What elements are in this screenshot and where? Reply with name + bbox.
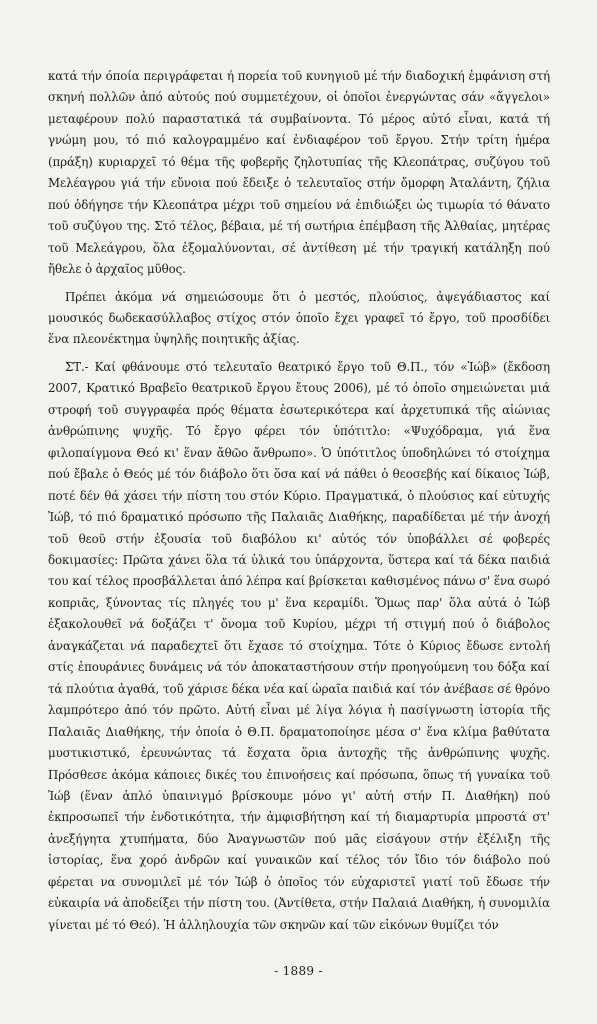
paragraph-continuation: κατά τήν όποία περιγράφεται ή πορεία τοῦ κυνηγιοῦ μέ τήν διαδοχική ἐμφάνιση στή σκηνή πολλῶν ἀπό αὐτούς πού συμμετέχουν, οἱ ὁποῖοι ἐνεργώντας σάν «ἄγγελοι» μεταφέρουν πολύ παραστατικά τά συμβαίνοντα. Τό μέρος αὐτό εἶναι, κατά τή γνώμη μου, τό πιό καλογραμμένο καί ἐνδιαφέρον τοῦ ἔργου. Στήν τρίτη ἡμέρα (πράξη) κυριαρχεῖ τό θέμα τῆς φοβερῆς ζηλοτυπίας τῆς Κλεοπάτρας, συζύγου τοῦ Μελέαγρου γιά τήν εὔνοια πού ἔδειξε ὁ τελευταῖος στήν ὄμορφη Ἀταλάντη, ζήλια πού ὁδήγησε τήν Κλεοπάτρα μέχρι τοῦ σημείου νά ἐπιδιώξει ὡς τιμωρία τό θάνατο τοῦ συζύγου της. Στό τέλος, βέβαια, μέ τή σωτήρια ἐπέμβαση τῆς Ἀλθαίας, μητέρας τοῦ Μελεάγρου, ὅλα ἐξομαλύνονται, σέ ἀντίθεση μέ τήν τραγική κατάληξη πού ἤθελε ὁ ἀρχαῖος μῦθος.: [48, 69, 550, 277]
body-text: [48, 66, 550, 936]
paragraph-job-section: ΣΤ.- Καί φθάνουμε στό τελευταῖο θεατρικό ἔργο τοῦ Θ.Π., τόν «Ἰώβ» (ἔκδοση 2007, Κρατικό Βραβεῖο θεατρικοῦ ἔργου ἔτους 2006), μέ τό ὁποῖο σημειώνεται μιά στροφή τοῦ συγγραφέα πρός θέματα ἐσωτερικότερα καί ἀρχετυπικά τῆς αἰώνιας ἀνθρώπινης ψυχῆς. Τό ἔργο φέρει τόν ὑπότιτλο: «Ψυχόδραμα, γιά ἕνα φιλοπαίγμονα Θεό κι' ἕναν ἄθῶο ἄνθρωπο». Ὁ ὑπότιτλος ὑποδηλώνει τό στοίχημα πού ἔβαλε ὁ Θεός μέ τόν διάβολο ὅτι ὅσα καί νά πάθει ὁ θεοσεβής καί δίκαιος Ἰώβ, ποτέ δέν θά χάσει τήν πίστη του στόν Κύριο. Πραγματικά, ὁ πλούσιος καί εὐτυχής Ἰώβ, τό πιό δραματικό πρόσωπο τῆς Παλαιᾶς Διαθήκης, παραδίδεται μέ τήν ἀνοχή τοῦ θεοῦ στήν ἐξουσία τοῦ διαβόλου κι' αὐτός τόν ὑποβάλλει σέ φοβερές δοκιμασίες: Πρῶτα χάνει ὅλα τά ὑλικά του ὑπάρχοντα, ὕστερα καί τά δέκα παιδιά του καί τέλος προσβάλλεται ἀπό λέπρα καί βρίσκεται καθισμένος πάνω σ' ἕνα σωρό κοπριᾶς, ξύνοντας τίς πληγές του μ' ἕνα κεραμίδι. Ὅμως παρ' ὅλα αὐτά ὁ Ἰώβ ἐξακολουθεῖ νά δοξάζει τ' ὄνομα τοῦ Κυρίου, μέχρι τή στιγμή πού ὁ διάβολος ἀναγκάζεται νά παραδεχτεῖ ὅτι ἔχασε τό στοίχημα. Τότε ὁ Κύριος ἔδωσε εντολή στίς ἐπουράνιες δυνάμεις νά τόν ἀποκαταστήσουν στήν προηγούμενη του δόξα καί τά πλούτια ἀγαθά, τοῦ χάρισε δέκα νέα καί ὡραῖα παιδιά καί τόν ἀνέβασε σέ θρόνο λαμπρότερο ἀπό τόν πρῶτο. Αὐτή εἶναι μέ λίγα λόγια ἡ πασίγνωστη ἱστορία τῆς Παλαιᾶς Διαθήκης, τήν ὁποία ὁ Θ.Π. δραματοποίησε μέσα σ' ἕνα κλίμα βαθύτατα μυστικιστικό, ἐρευνώντας τά ἔσχατα ὅρια ἀντοχῆς τῆς ἀνθρώπινης ψυχῆς. Πρόσθεσε ἀκόμα κάποιες δικές του ἐπινοήσεις καί πρόσωπα, ὅπως τή γυναίκα τοῦ Ἰώβ (ἕναν ἁπλό ὑπαινιγμό βρίσκουμε μόνο γι' αὐτή στήν Π. Διαθήκη) πού ἐκπροσωπεῖ τήν ἐνδοτικότητα, τήν ἀμφισβήτηση καί τή διαμαρτυρία μπροστά στ' ἀνεξήγητα χτυπήματα, δύο Ἀναγνωστῶν πού μᾶς εἰσάγουν στήν ἐξέλιξη τῆς ἱστορίας, ἕνα χορό ἀνδρῶν καί γυναικῶν καί τέλος τόν ἴδιο τόν διάβολο πού φέρεται να συνομιλεῖ μέ τόν Ἰώβ ὁ ὁποῖος τόν εὐχαριστεῖ γιατί τοῦ ἔδωσε τήν εὐκαιρία νά ἀποδείξει τήν πίστη του. (Ἀντίθετα, στήν Παλαιά Διαθήκη, ἡ συνομιλία γίνεται μέ τό Θεό). Ἡ ἀλληλουχία τῶν σκηνῶν καί τῶν εἰκόνων θυμίζει τόν: [48, 359, 550, 932]
paragraph-verse-note: Πρέπει ἀκόμα νά σημειώσουμε ὅτι ὁ μεστός, πλούσιος, ἀψεγάδιαστος καί μουσικός δωδεκασύλλαβος στίχος στόν ὁποῖο ἔχει γραφεῖ τό ἔργο, τοῦ προσδίδει ἕνα πλεονέκτημα ὑψηλῆς ποιητικῆς ἀξίας.: [48, 289, 550, 347]
page-number: - 1889 -: [274, 964, 323, 978]
